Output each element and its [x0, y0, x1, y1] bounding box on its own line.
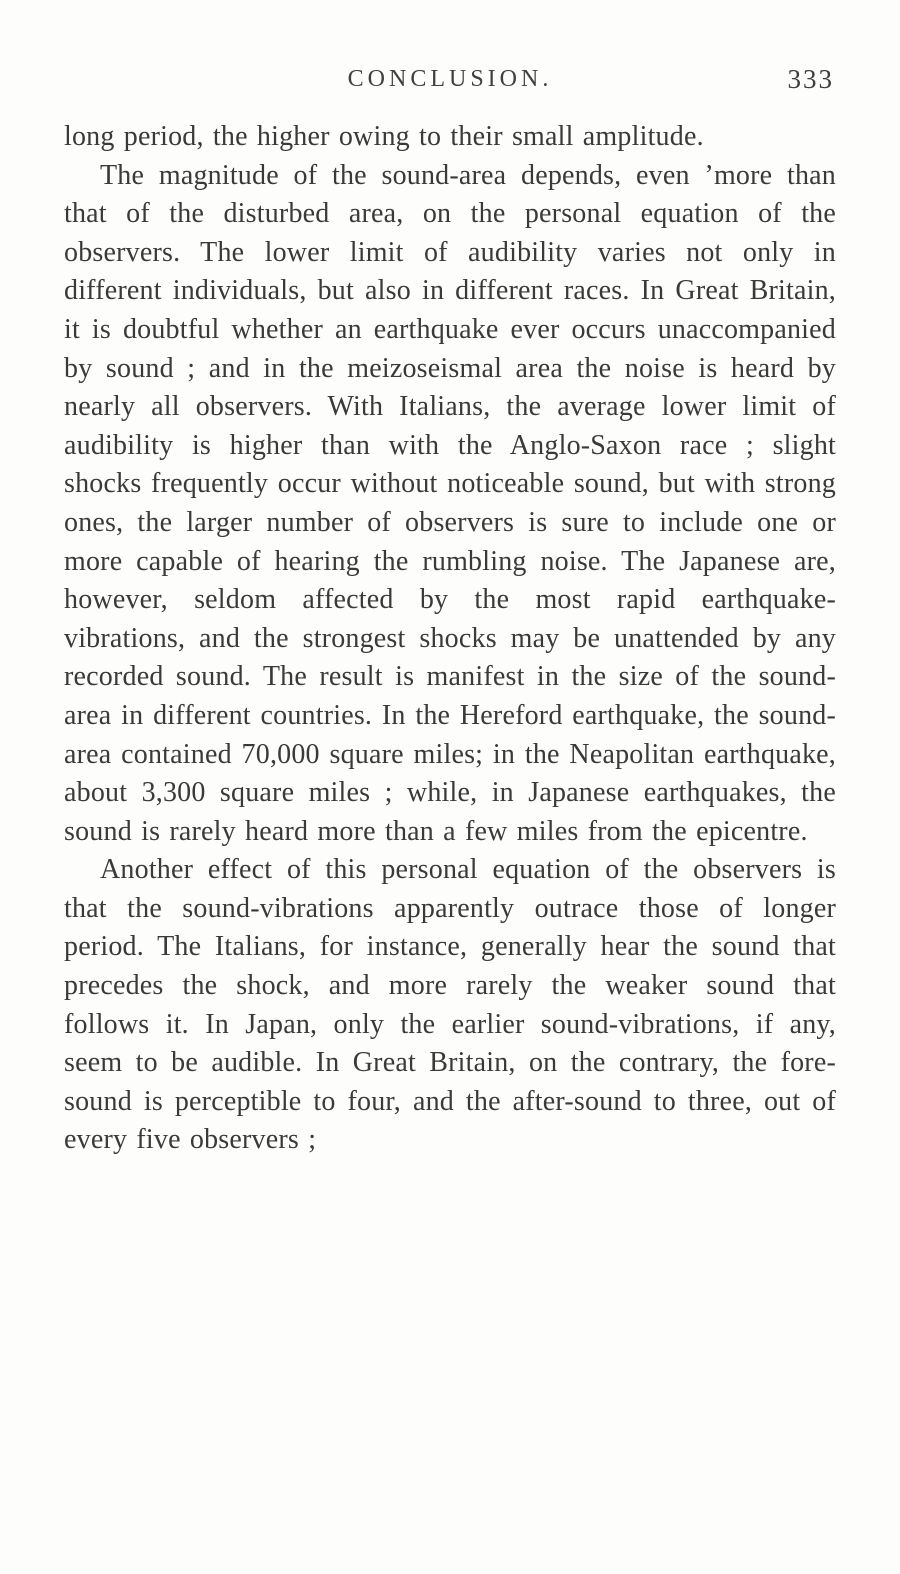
running-header: CONCLUSION. — [347, 66, 553, 92]
page-header — [64, 58, 836, 104]
paragraph: Another effect of this personal equation of the observers is that the sound-vibrations apparently outrace those of longer period. The Italians, for instance, generally hear the sound that precedes the shock, and more rarely the weaker sound that follows it. In Japan, only the earlier sound-vibrations, if any, seem to be audible. In Great Britain, on the contrary, the fore-sound is perceptible to four, and the after-sound to three, out of every five observers ; — [64, 854, 836, 1156]
paragraph-continuation: long period, the higher owing to their small amplitude. — [64, 121, 704, 152]
paragraph: The magnitude of the sound-area depends, even ’more than that of the disturbed area, on the personal equation of the observers. The lower limit of audibility varies not only in different individuals, but also in different races. In Great Britain, it is doubtful whether an earthquake ever occurs unaccompanied by sound ; and in the meizoseismal area the noise is heard by nearly all observers. With Italians, the average lower limit of audibility is higher than with the Anglo-Saxon race ; slight shocks frequently occur without noticeable sound, but with strong ones, the larger number of observers is sure to include one or more capable of hearing the rumbling noise. The Japanese are, however, seldom affected by the most rapid earthquake-vibrations, and the strongest shocks may be unattended by any recorded sound. The result is manifest in the size of the sound-area in different countries. In the Hereford earthquake, the sound-area contained 70,000 square miles; in the Neapolitan earthquake, about 3,300 square miles ; while, in Japanese earthquakes, the sound is rarely heard more than a few miles from the epicentre. — [64, 159, 836, 847]
page-number: 333 — [787, 64, 834, 94]
body-text — [64, 118, 836, 1160]
